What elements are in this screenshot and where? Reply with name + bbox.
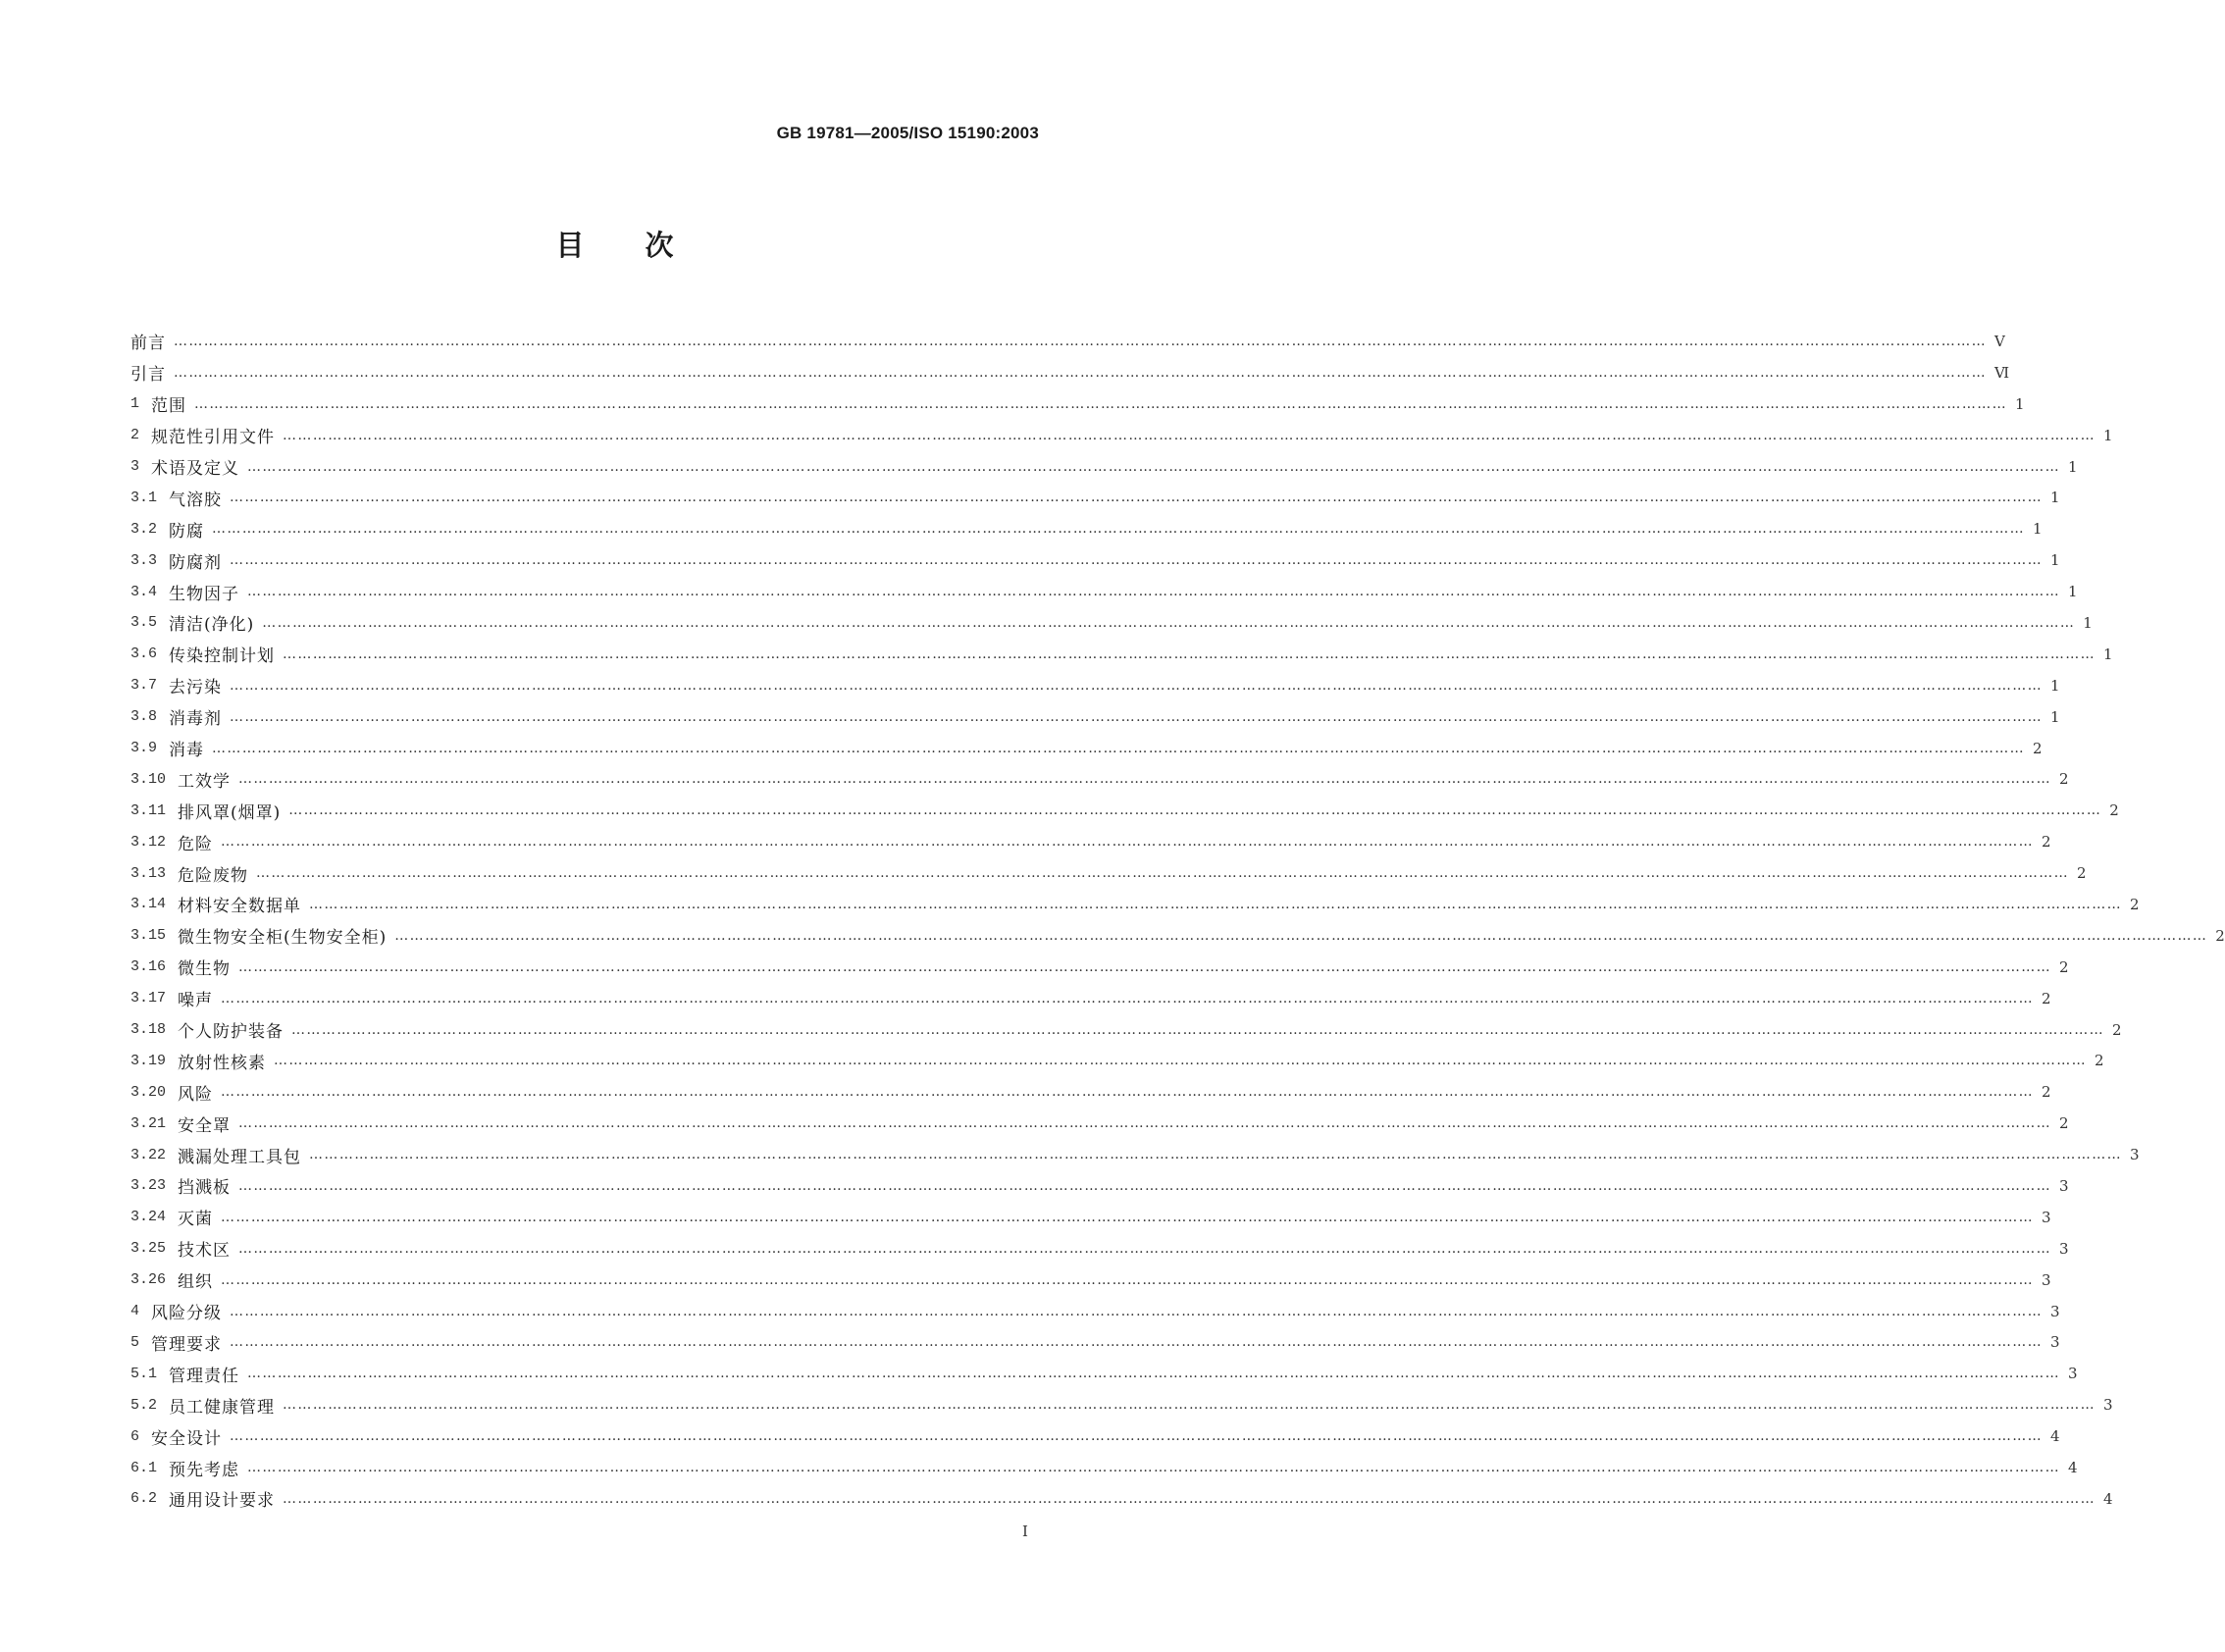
toc-entry[interactable] <box>130 357 2010 388</box>
toc-entry-number: 2 <box>130 427 140 444</box>
toc-leader-dots: ……………………………………………………………………………………………………………………………………………………………………………………………………………………………………………………………………………………………………………………………… <box>221 1271 2035 1288</box>
toc-entry[interactable] <box>130 451 2078 483</box>
toc-entry-page: 3 <box>2130 1146 2140 1164</box>
toc-entry-page: 2 <box>2059 957 2069 976</box>
toc-entry-label: 清洁(净化) <box>169 615 255 636</box>
toc-entry[interactable] <box>130 795 2119 826</box>
toc-entry[interactable] <box>130 1452 2078 1483</box>
toc-entry[interactable] <box>130 639 2113 670</box>
toc-entry-number: 3.20 <box>130 1083 167 1101</box>
toc-leader-dots: ……………………………………………………………………………………………………………………………………………………………………………………………………………………………………………………………………………………………………………………………… <box>291 1021 2105 1038</box>
toc-entry-page: 3 <box>2059 1176 2069 1195</box>
toc-entry[interactable] <box>130 420 2113 451</box>
toc-leader-dots: ……………………………………………………………………………………………………………………………………………………………………………………………………………………………………………………………………………………………………………………………… <box>174 364 1987 381</box>
toc-entry-page: 2 <box>2059 770 2069 789</box>
toc-entry-number: 3.21 <box>130 1114 167 1132</box>
toc-entry[interactable] <box>130 1170 2069 1202</box>
toc-entry-page: 4 <box>2068 1459 2078 1476</box>
toc-entry-label: 工效学 <box>178 771 232 792</box>
toc-entry-number: 3.7 <box>130 677 158 695</box>
toc-leader-dots: ……………………………………………………………………………………………………………………………………………………………………………………………………………………………………………………………………………………………………………………………… <box>288 802 2102 819</box>
toc-entry-label: 风险 <box>178 1084 214 1105</box>
toc-entry-number: 3.23 <box>130 1177 167 1195</box>
toc-entry-number: 3.18 <box>130 1021 167 1039</box>
standard-code: GB 19781—2005/ISO 15190:2003 <box>776 124 1039 142</box>
toc-leader-dots: ……………………………………………………………………………………………………………………………………………………………………………………………………………………………………………………………………………………………………………………………… <box>247 584 2061 600</box>
toc-entry[interactable] <box>130 576 2078 607</box>
toc-entry-number: 3.25 <box>130 1240 167 1258</box>
toc-entry-number: 3.11 <box>130 801 167 819</box>
toc-leader-dots: ……………………………………………………………………………………………………………………………………………………………………………………………………………………………………………………………………………………………………………………………… <box>194 395 2008 412</box>
toc-entry-page: 1 <box>2015 394 2025 413</box>
toc-entry-number: 3.8 <box>130 708 158 726</box>
toc-entry-page: 3 <box>2050 1302 2060 1320</box>
toc-leader-dots: ……………………………………………………………………………………………………………………………………………………………………………………………………………………………………………………………………………………………………………………………… <box>309 896 2123 912</box>
toc-leader-dots: ……………………………………………………………………………………………………………………………………………………………………………………………………………………………………………………………………………………………………………………………… <box>230 1428 2044 1445</box>
toc-leader-dots: ……………………………………………………………………………………………………………………………………………………………………………………………………………………………………………………………………………………………………………………………… <box>247 1460 2061 1475</box>
toc-entry-label: 微生物安全柜(生物安全柜) <box>178 928 388 949</box>
toc-entry-label: 防腐 <box>169 521 205 542</box>
toc-entry-label: 噪声 <box>178 991 214 1011</box>
toc-entry-page: 1 <box>2050 489 2060 507</box>
toc-entry-label: 挡溅板 <box>178 1178 232 1199</box>
toc-entry-page: 2 <box>2059 1114 2069 1133</box>
toc-entry-number: 3.2 <box>130 520 158 538</box>
toc-entry[interactable] <box>130 1389 2113 1420</box>
toc-entry[interactable] <box>130 513 2043 544</box>
toc-leader-dots: ……………………………………………………………………………………………………………………………………………………………………………………………………………………………………………………………………………………………………………………………… <box>221 834 2035 851</box>
toc-entry-page: 1 <box>2103 645 2113 663</box>
toc-entry-number: 3.15 <box>130 927 167 945</box>
toc-entry[interactable] <box>130 763 2069 795</box>
toc-entry-label: 员工健康管理 <box>169 1397 276 1418</box>
toc-entry-page: 3 <box>2068 1365 2078 1383</box>
toc-leader-dots: ……………………………………………………………………………………………………………………………………………………………………………………………………………………………………………………………………………………………………………………………… <box>262 614 2076 631</box>
toc-entry[interactable] <box>130 857 2087 889</box>
toc-entry[interactable] <box>130 1076 2051 1108</box>
toc-leader-dots: ……………………………………………………………………………………………………………………………………………………………………………………………………………………………………………………………………………………………………………………………… <box>256 865 2070 882</box>
toc-entry[interactable] <box>130 388 2025 420</box>
page-title: 目次 <box>555 229 735 262</box>
toc-leader-dots: ……………………………………………………………………………………………………………………………………………………………………………………………………………………………………………………………………………………………………………………………… <box>283 427 2096 443</box>
toc-entry-label: 去污染 <box>169 678 223 698</box>
toc-entry-label: 规范性引用文件 <box>151 428 276 448</box>
toc-entry-number: 3.17 <box>130 990 167 1007</box>
toc-entry[interactable] <box>130 983 2051 1014</box>
toc-entry-page: 1 <box>2050 707 2060 726</box>
toc-leader-dots: ……………………………………………………………………………………………………………………………………………………………………………………………………………………………………………………………………………………………………………………………… <box>230 677 2044 694</box>
toc-entry-number: 3.12 <box>130 833 167 851</box>
toc-entry[interactable] <box>130 701 2060 733</box>
toc-entry-label: 放射性核素 <box>178 1053 267 1073</box>
toc-entry-number: 3.10 <box>130 770 167 788</box>
toc-entry[interactable] <box>130 1233 2069 1265</box>
toc-leader-dots: ……………………………………………………………………………………………………………………………………………………………………………………………………………………………………………………………………………………………………………………………… <box>230 708 2044 725</box>
toc-entry-label: 生物因子 <box>169 584 240 604</box>
toc-entry[interactable] <box>130 733 2043 764</box>
toc-leader-dots: ……………………………………………………………………………………………………………………………………………………………………………………………………………………………………………………………………………………………………………………………… <box>238 958 2052 975</box>
toc-entry-number: 3.1 <box>130 489 158 506</box>
toc-entry-label: 组织 <box>178 1272 214 1293</box>
toc-leader-dots: ……………………………………………………………………………………………………………………………………………………………………………………………………………………………………………………………………………………………………………………………… <box>221 1084 2035 1101</box>
toc-leader-dots: ……………………………………………………………………………………………………………………………………………………………………………………………………………………………………………………………………………………………………………………………… <box>283 645 2096 662</box>
toc-entry-number: 3.24 <box>130 1209 167 1226</box>
toc-entry-number: 3.19 <box>130 1052 167 1069</box>
toc-leader-dots: ……………………………………………………………………………………………………………………………………………………………………………………………………………………………………………………………………………………………………………………………… <box>230 552 2044 569</box>
toc-leader-dots: ……………………………………………………………………………………………………………………………………………………………………………………………………………………………………………………………………………………………………………………………… <box>394 927 2208 944</box>
page-number: I <box>1022 1523 1028 1540</box>
toc-entry-label: 范围 <box>151 396 187 417</box>
toc-entry[interactable] <box>130 1108 2069 1139</box>
toc-entry[interactable] <box>130 544 2060 576</box>
toc-entry-page: 2 <box>2042 989 2051 1007</box>
toc-entry[interactable] <box>130 1265 2051 1296</box>
toc-entry-page: 3 <box>2059 1239 2069 1258</box>
toc-leader-dots: ……………………………………………………………………………………………………………………………………………………………………………………………………………………………………………………………………………………………………………………………… <box>238 1177 2052 1194</box>
toc-leader-dots: ……………………………………………………………………………………………………………………………………………………………………………………………………………………………………………………………………………………………………………………………… <box>238 771 2052 788</box>
toc-leader-dots: ……………………………………………………………………………………………………………………………………………………………………………………………………………………………………………………………………………………………………………………………… <box>212 740 2026 756</box>
toc-leader-dots: ……………………………………………………………………………………………………………………………………………………………………………………………………………………………………………………………………………………………………………………………… <box>212 521 2026 538</box>
toc-entry-page: 2 <box>2042 833 2051 852</box>
toc-entry-page: 1 <box>2033 520 2043 539</box>
toc-leader-dots: ……………………………………………………………………………………………………………………………………………………………………………………………………………………………………………………………………………………………………………………………… <box>230 1303 2044 1319</box>
toc-entry[interactable] <box>130 1358 2078 1389</box>
toc-entry-number: 1 <box>130 395 140 413</box>
toc-entry-page: 3 <box>2103 1396 2113 1415</box>
toc-entry-label: 防腐剂 <box>169 552 223 573</box>
toc-entry-label: 管理要求 <box>151 1334 223 1355</box>
toc-entry[interactable] <box>130 1483 2113 1515</box>
toc-entry-label: 管理责任 <box>169 1366 240 1386</box>
toc-entry-label: 个人防护装备 <box>178 1022 285 1043</box>
toc-entry-number: 6 <box>130 1427 140 1445</box>
toc-entry-number: 5 <box>130 1333 140 1351</box>
toc-entry-label: 消毒剂 <box>169 709 223 730</box>
toc-entry[interactable] <box>130 1202 2051 1233</box>
toc-entry-number: 5.1 <box>130 1365 158 1382</box>
toc-entry-label: 引言 <box>130 365 166 386</box>
toc-entry-page: 2 <box>2130 895 2140 913</box>
toc-leader-dots: ……………………………………………………………………………………………………………………………………………………………………………………………………………………………………………………………………………………………………………………………… <box>238 1115 2052 1132</box>
toc-leader-dots: ……………………………………………………………………………………………………………………………………………………………………………………………………………………………………………………………………………………………………………………………… <box>309 1147 2123 1163</box>
toc-entry-page: V <box>1994 332 2005 350</box>
toc-entry-page: 4 <box>2103 1489 2113 1508</box>
toc-entry-page: 1 <box>2050 551 2060 570</box>
toc-leader-dots: ……………………………………………………………………………………………………………………………………………………………………………………………………………………………………………………………………………………………………………………………… <box>274 1053 2088 1069</box>
toc-entry-number: 3.14 <box>130 896 167 913</box>
toc-entry-label: 材料安全数据单 <box>178 897 302 917</box>
toc-entry-label: 危险废物 <box>178 865 249 886</box>
toc-entry[interactable] <box>130 920 2225 952</box>
toc-leader-dots: ……………………………………………………………………………………………………………………………………………………………………………………………………………………………………………………………………………………………………………………………… <box>221 1209 2035 1225</box>
toc-entry-label: 风险分级 <box>151 1304 223 1324</box>
toc-entry[interactable] <box>130 670 2060 701</box>
toc-leader-dots: ……………………………………………………………………………………………………………………………………………………………………………………………………………………………………………………………………………………………………………………………… <box>221 990 2035 1007</box>
toc-entry-label: 技术区 <box>178 1241 232 1262</box>
toc-entry-page: 2 <box>2033 739 2043 757</box>
toc-entry[interactable] <box>130 607 2093 639</box>
toc-entry-number: 3.13 <box>130 864 167 882</box>
toc-entry[interactable] <box>130 826 2051 857</box>
toc-entry-page: 4 <box>2050 1427 2060 1446</box>
toc-entry-label: 预先考虑 <box>169 1460 240 1480</box>
toc-entry-label: 微生物 <box>178 959 232 980</box>
toc-leader-dots: ……………………………………………………………………………………………………………………………………………………………………………………………………………………………………………………………………………………………………………………………… <box>283 1490 2096 1507</box>
toc-entry[interactable] <box>130 1420 2060 1452</box>
toc-entry-number: 6.2 <box>130 1490 158 1508</box>
toc-entry-page: Ⅵ <box>1994 363 2010 382</box>
toc-entry-label: 气溶胶 <box>169 490 223 510</box>
toc-entry-page: 3 <box>2042 1208 2051 1226</box>
toc-entry[interactable] <box>130 1296 2060 1327</box>
toc-entry[interactable] <box>130 1139 2140 1170</box>
toc-entry-label: 传染控制计划 <box>169 646 276 667</box>
toc-entry[interactable] <box>130 482 2060 513</box>
toc-entry-number: 3.26 <box>130 1271 167 1289</box>
toc-entry-label: 溅漏处理工具包 <box>178 1147 302 1167</box>
toc-entry-label: 安全罩 <box>178 1115 232 1136</box>
toc-entry-page: 3 <box>2050 1333 2060 1352</box>
toc-entry-page: 2 <box>2095 1052 2104 1070</box>
toc-entry[interactable] <box>130 326 2005 357</box>
toc-entry-number: 3.4 <box>130 583 158 600</box>
toc-entry-number: 3.9 <box>130 740 158 757</box>
toc-entry[interactable] <box>130 1045 2104 1076</box>
toc-entry-page: 2 <box>2077 864 2087 883</box>
table-of-contents <box>130 326 2225 1515</box>
toc-leader-dots: ……………………………………………………………………………………………………………………………………………………………………………………………………………………………………………………………………………………………………………………………… <box>230 490 2044 506</box>
toc-entry-number: 3.16 <box>130 958 167 976</box>
toc-leader-dots: ……………………………………………………………………………………………………………………………………………………………………………………………………………………………………………………………………………………………………………………………… <box>283 1397 2096 1414</box>
toc-entry-page: 2 <box>2215 926 2225 945</box>
toc-entry-page: 1 <box>2068 457 2078 476</box>
toc-leader-dots: ……………………………………………………………………………………………………………………………………………………………………………………………………………………………………………………………………………………………………………………………… <box>247 458 2061 475</box>
toc-entry-label: 前言 <box>130 334 166 354</box>
toc-entry-page: 2 <box>2109 801 2119 820</box>
toc-entry-label: 灭菌 <box>178 1210 214 1230</box>
toc-entry-label: 排风罩(烟罩) <box>178 802 282 823</box>
toc-entry-number: 3 <box>130 458 140 475</box>
toc-entry-number: 3.3 <box>130 551 158 569</box>
toc-entry-page: 2 <box>2042 1083 2051 1102</box>
toc-entry-page: 1 <box>2103 426 2113 444</box>
toc-entry-number: 6.1 <box>130 1459 158 1476</box>
toc-entry[interactable] <box>130 1327 2060 1359</box>
toc-entry-label: 术语及定义 <box>151 459 240 479</box>
toc-entry-number: 5.2 <box>130 1396 158 1414</box>
toc-entry-label: 消毒 <box>169 741 205 761</box>
toc-entry-page: 2 <box>2112 1020 2122 1039</box>
toc-entry-label: 危险 <box>178 834 214 854</box>
toc-leader-dots: ……………………………………………………………………………………………………………………………………………………………………………………………………………………………………………………………………………………………………………………………… <box>247 1366 2061 1382</box>
toc-entry-label: 通用设计要求 <box>169 1491 276 1512</box>
toc-entry-number: 3.5 <box>130 614 158 632</box>
toc-entry-page: 1 <box>2068 583 2078 601</box>
toc-entry-page: 1 <box>2083 613 2093 632</box>
toc-entry[interactable] <box>130 952 2069 983</box>
toc-entry-page: 1 <box>2050 676 2060 695</box>
toc-entry-number: 4 <box>130 1303 140 1320</box>
toc-entry-page: 3 <box>2042 1270 2051 1289</box>
toc-leader-dots: ……………………………………………………………………………………………………………………………………………………………………………………………………………………………………………………………………………………………………………………………… <box>230 1334 2044 1351</box>
toc-leader-dots: ……………………………………………………………………………………………………………………………………………………………………………………………………………………………………………………………………………………………………………………………… <box>238 1240 2052 1257</box>
toc-entry[interactable] <box>130 889 2140 920</box>
toc-entry[interactable] <box>130 1014 2122 1046</box>
toc-leader-dots: ……………………………………………………………………………………………………………………………………………………………………………………………………………………………………………………………………………………………………………………………… <box>174 333 1987 349</box>
toc-entry-label: 安全设计 <box>151 1428 223 1449</box>
toc-entry-number: 3.6 <box>130 645 158 663</box>
toc-entry-number: 3.22 <box>130 1146 167 1163</box>
